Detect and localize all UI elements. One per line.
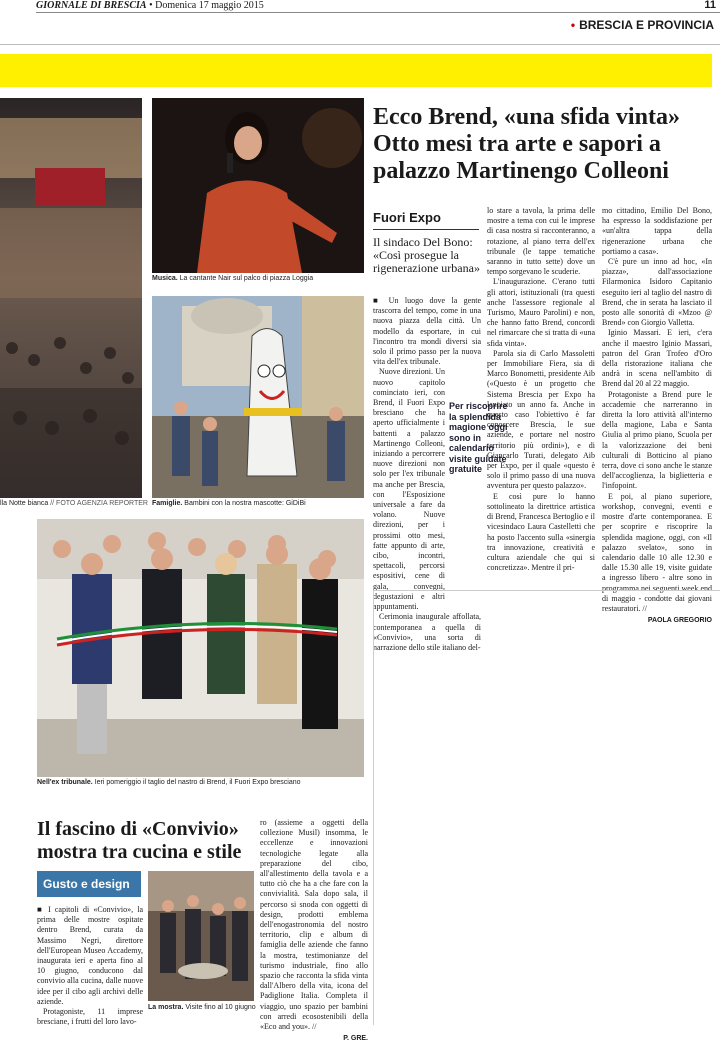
- exhibition-image: [148, 871, 254, 1001]
- article-byline: PAOLA GREGORIO: [647, 617, 712, 625]
- issue-date: Domenica 17 maggio 2015: [155, 0, 264, 11]
- photo-notte-bianca: [0, 98, 142, 498]
- newspaper-name: GIORNALE DI BRESCIA: [36, 0, 147, 11]
- article-column-3: [602, 206, 712, 626]
- photo-ribbon-cutting: [37, 519, 364, 777]
- paragraph: E poi, al piano superiore, workshop, convegni, eventi e mostre d'arte contemporanea. E per scoprire e riscoprire la splendida magione, oggi, con «Il palazzo svelato», sono in calendario dalle 10 alle 12.30 e dalle 15.30 alle 19, visite guidate a ingresso libero - altre sono in programma nei seguenti week end di maggio - condotte dai giovani restauratori. //: [602, 491, 712, 613]
- paragraph: Nuove direzioni. Un nuovo capitolo cominciato ieri, con Brend, il Fuori Expo bresciano che ha aperto ufficialmente i battenti a palazzo Martinengo Colleoni, iniziando a percorrere nuove direzioni non solo per l'ex tribunale ma anche per Brescia, con l'Esposizione universale a fare da volano. Nuove direzioni, per i prossimi otto mesi, fatte appunto di arte, cibo, incontri, spettacoli, percorsi espositivi, cene di gala, convegni, degustazioni e altri appuntamenti.: [373, 367, 445, 612]
- paragraph: Iginio Massari. E ieri, c'era anche il maestro Iginio Massari, patron del Gran Trofeo d'Oro della ristorazione italiana che andrà in scena nell'ambito di Brend dal 20 al 22 maggio.: [602, 328, 712, 389]
- story2-rubric: Gusto e design: [37, 871, 141, 897]
- paragraph: ro (assieme a oggetti della collezione Musil) insomma, le eccellenze e innovazioni tecnologiche legate alla preparazione del cibo, all'allestimento della tavola e a tutto ciò che ha a che fare con la convivialità. Sala dopo sala, il percorso si snoda con oggetti di design, prodotti emblema dell'enogastronomia del nostro territorio, clip e album di famiglia delle aziende che fanno la mostra, testimonianze del turismo industriale, fino allo spazio che racconta la sfida vinta dall'Albero della vita, icona del Padiglione Italia. Completa il viaggio, uno spazio per bambini con arredi ecosostenibili della «Eco and you». //: [260, 818, 368, 1032]
- caption-mascot: Famiglie. Bambini con la nostra mascotte: GiDiBi: [152, 500, 306, 507]
- story2-column-1: [37, 905, 143, 1027]
- photo-mascot: [152, 296, 364, 498]
- paragraph: C'è pure un inno ad hoc, «In piazza», dall'associazione Filarmonica Isidoro Capitanio eseguito ieri al taglio del nastro di Brend, che in serata ha lasciato il posto alle sonorità di «Mzoo @ Brend» con Giorgio Valletta.: [602, 257, 712, 328]
- section-name: • BRESCIA E PROVINCIA: [571, 18, 714, 32]
- kicker-rule: [373, 229, 479, 230]
- header-rule: [36, 12, 720, 13]
- story2-column-2: [260, 818, 368, 1044]
- article-callout: Per riscoprire la splendida magione oggi sono in calendario visite guidate gratuite: [449, 401, 508, 474]
- caption-ribbon-cutting: Nell'ex tribunale. Ieri pomeriggio il taglio del nastro di Brend, il Fuori Expo bresciano: [37, 779, 301, 786]
- paragraph: L'inaugurazione. C'erano tutti gli attori, istituzionali (tra questi anche l'assessore regionale al Turismo, Mauro Parolini) e non, che hanno fatto Brend, concordi nel rimarcare che si tratta di «una sfida vinta».: [487, 277, 595, 348]
- story2-headline: Il fascino di «Convivio» mostra tra cucina e stile: [37, 818, 242, 863]
- paragraph: ■ I capitoli di «Convivio», la prima delle mostre ospitate dentro Brend, curata da Massimo Negri, direttore dell'European Museo Accademy, inaugurata ieri e aperta fino al 10 giugno, conducono dal convivio alla cucina, dalle nuove idee per il cibo agli archivi delle aziende.: [37, 905, 143, 1006]
- yellow-band: [0, 54, 712, 87]
- paragraph: E così pure lo hanno sottolineato la direttrice artistica di Brend, Francesca Bertoglio e il vicesindaco Laura Castelletti che ha posto l'accento sulla «sinergia tra innovazione, creatività e cultura aziendale che qui si concretizza». Mentre il pri-: [487, 491, 595, 573]
- paragraph: Cerimonia inaugurale affollata, contemporanea a quella di «Convivio», una sorta di narrazione dello stile italiano del-: [373, 612, 481, 652]
- paragraph: Protagoniste a Brend pure le accademie che narreranno in diretta la loro attività all'interno della magione, Laba e Santa Giulia al primo piano, Scuola per la valorizzazione dei beni culturali di Botticino al piano terra, dove ci sono anche le stanze dell'accoglienza, la biglietteria e l'infopoint.: [602, 389, 712, 491]
- section-rule: [0, 44, 720, 45]
- paragraph: ■ Un luogo dove la gente trascorra del tempo, come in una nuova piazza della città. Un modello da esportare, in cui l'incontro tra mondi diversi sia solo il primo passo per la nuova vita dell'ex tribunale.: [373, 296, 481, 367]
- crowd-night-image: [0, 98, 142, 498]
- singer-image: [152, 98, 364, 273]
- paragraph: Parola sia di Carlo Massoletti per Immobiliare Fiera, sia di Marco Bonometti, presidente Aib («Questo è un progetto che Sistema Brescia per Expo ha lanciato un anno fa. Anche in questo caso l'obiettivo è far conoscere Brescia, le sue aziende, e portare nel nostro territorio più ordini»), e di Giancarlo Turati, delegato Aib per Expo, per il quale «questo è solo il primo passo di una nuova avventura per questo palazzo».: [487, 348, 595, 491]
- story2-byline: P. GRE.: [343, 1035, 368, 1043]
- caption-notte-bianca: lla Notte bianca // FOTO AGENZIA REPORTER: [0, 500, 148, 507]
- article-subhead: Il sindaco Del Bono: «Così prosegue la rigenerazione urbana»: [373, 235, 480, 275]
- caption-la-mostra: La mostra. Visite fino al 10 giugno: [148, 1004, 256, 1011]
- photo-la-mostra: [148, 871, 254, 1001]
- article-kicker: Fuori Expo: [373, 210, 441, 225]
- photo-singer: [152, 98, 364, 273]
- caption-singer: Musica. La cantante Nair sul palco di piazza Loggia: [152, 275, 314, 282]
- page-number: 11: [704, 0, 716, 11]
- paragraph: Protagoniste, 11 imprese bresciane, i frutti del loro lavo-: [37, 1007, 143, 1027]
- article-headline: Ecco Brend, «una sfida vinta» Otto mesi tra arte e sapori a palazzo Martinengo Colleoni: [373, 104, 680, 184]
- empty-ad-space: [373, 590, 720, 1025]
- paragraph: lo stare a tavola, la prima delle mostre a tema con cui le imprese di casa nostra si racconteranno, a rotazione, al piano terra dell'ex tribunale (le tappe tematiche saranno in tutto sette) dove un tempo sorgevano le scuderie.: [487, 206, 595, 277]
- article-column-2: [487, 206, 595, 573]
- paragraph: mo cittadino, Emilio Del Bono, ha espresso la soddisfazione per «un'altra tappa della rigenerazione urbana che portiamo a casa».: [602, 206, 712, 256]
- mascot-image: [152, 296, 364, 498]
- ribbon-cutting-image: [37, 519, 364, 777]
- masthead-line: GIORNALE DI BRESCIA • Domenica 17 maggio 2015: [36, 0, 264, 11]
